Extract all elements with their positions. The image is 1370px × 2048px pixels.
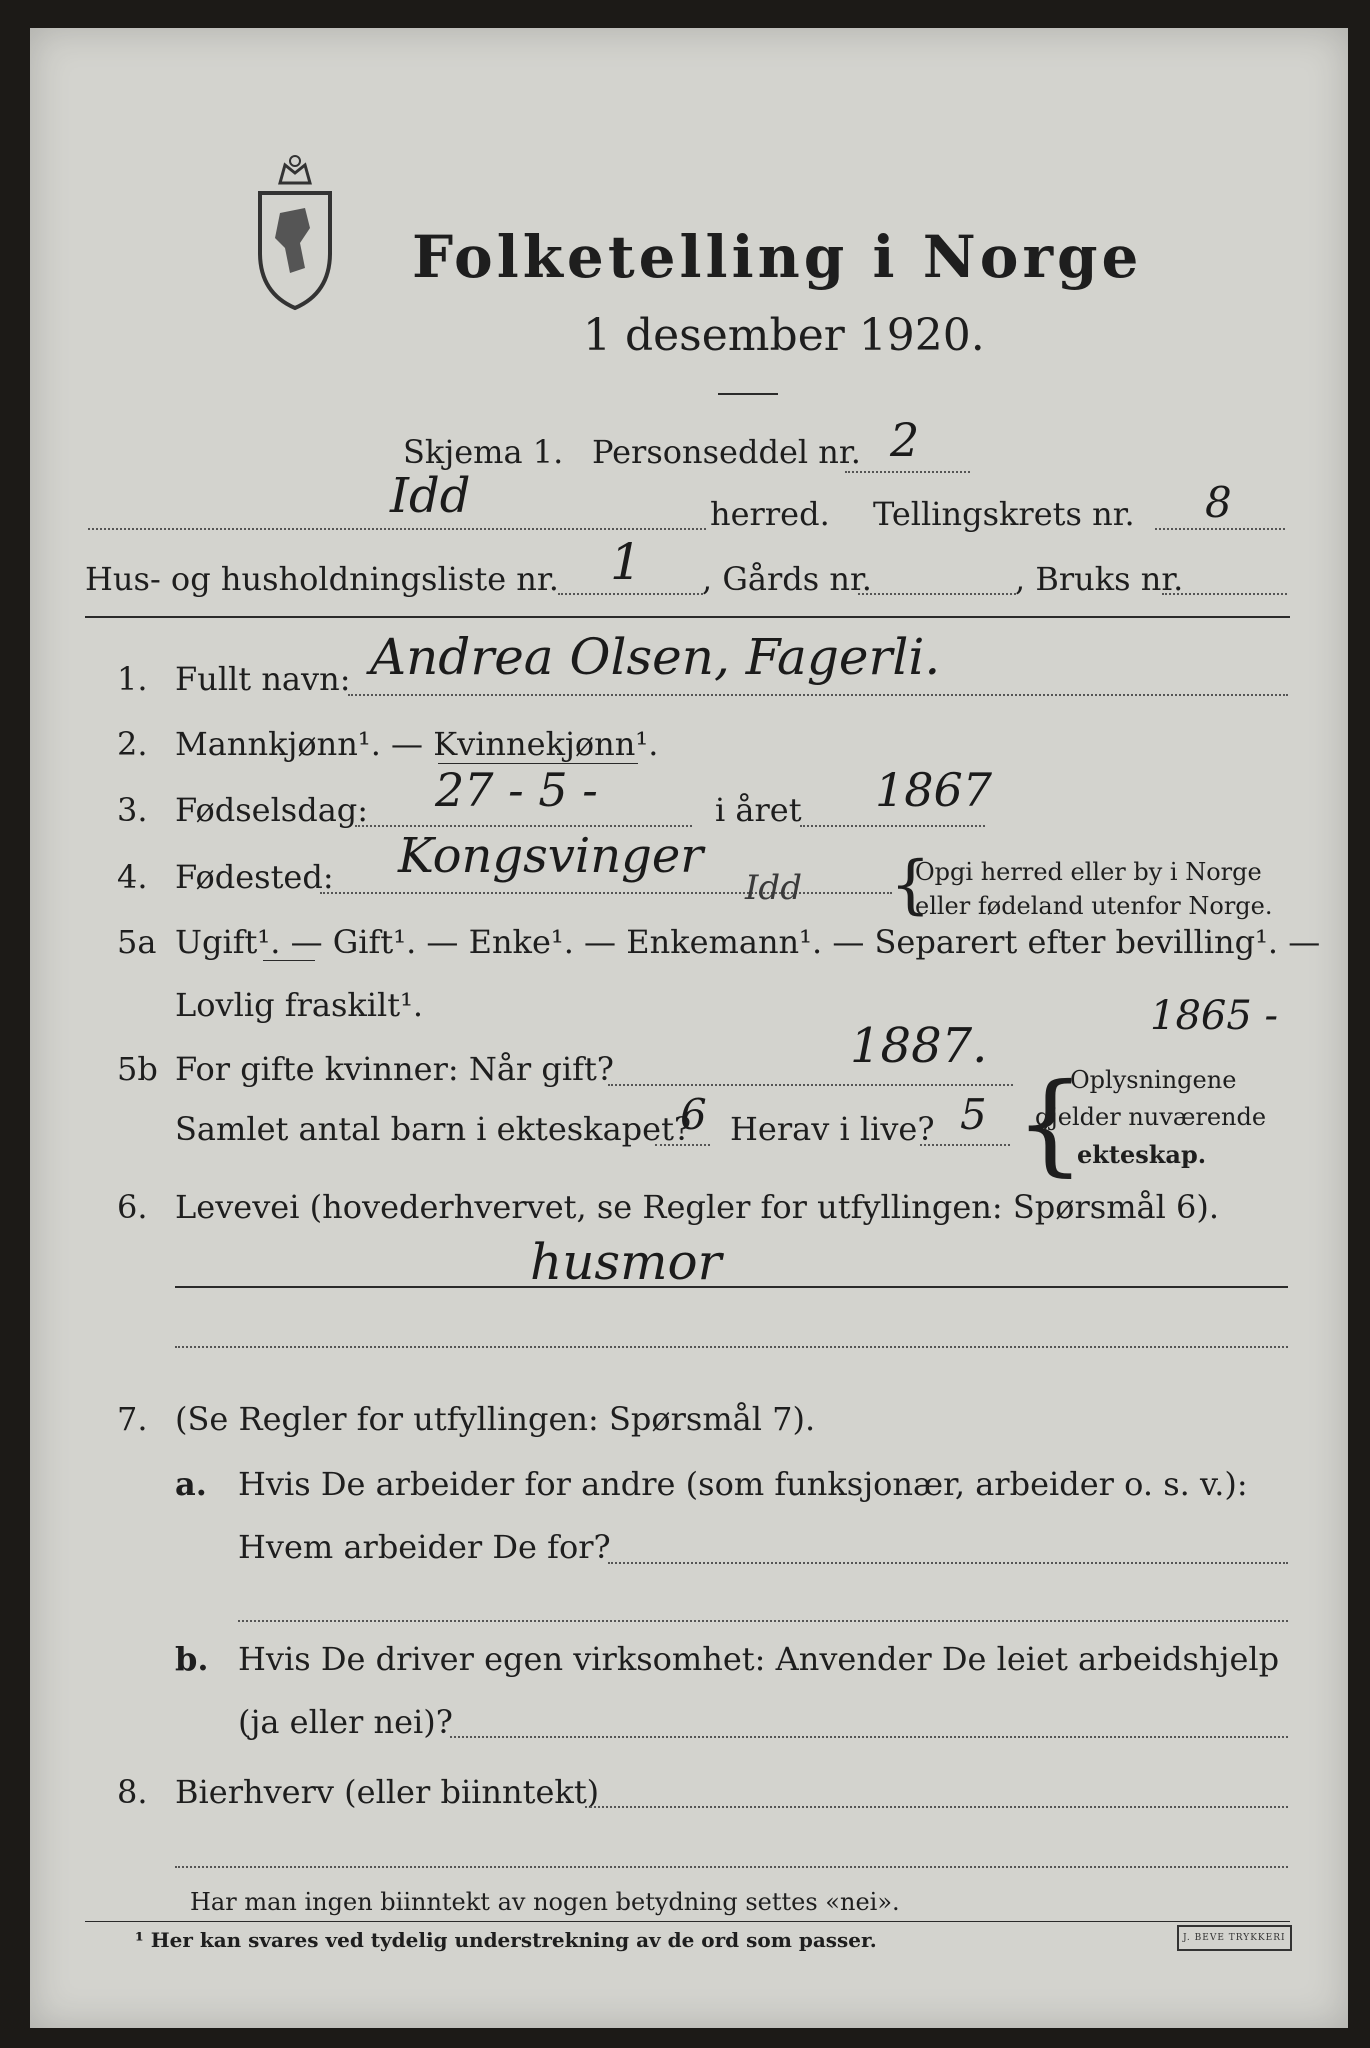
gender-options[interactable]: Mannkjønn¹. — Kvinnekjønn¹.: [175, 725, 659, 763]
personseddel-label: Personseddel nr.: [592, 433, 861, 471]
q3-number: 3.: [117, 791, 148, 829]
birthplace-field[interactable]: [320, 892, 892, 894]
title-divider: [718, 393, 778, 395]
civil-status-options-2[interactable]: Lovlig fraskilt¹.: [175, 986, 424, 1024]
q6-label: Levevei (hovederhvervet, se Regler for utfyllingen: Spørsmål 6).: [175, 1188, 1220, 1226]
printer-stamp: J. BEVE TRYKKERI: [1177, 1925, 1292, 1951]
q8-number: 8.: [117, 1773, 148, 1811]
side-income-field-2[interactable]: [175, 1866, 1288, 1868]
form-title: Folketelling i Norge: [412, 223, 1143, 291]
employer-field[interactable]: [608, 1562, 1288, 1564]
marriage-note-3: ekteskap.: [1077, 1140, 1207, 1169]
q7a-label: Hvis De arbeider for andre (som funksjonær, arbeider o. s. v.):: [238, 1465, 1248, 1503]
section-divider: [85, 616, 1290, 618]
q7-number: 7.: [117, 1400, 148, 1438]
tellingskrets-value: 8: [1205, 478, 1232, 527]
herred-field[interactable]: [88, 528, 706, 530]
personseddel-value: 2: [890, 413, 920, 467]
tellingskrets-label: Tellingskrets nr.: [873, 495, 1135, 533]
hus-value: 1: [610, 533, 642, 591]
census-date: 1 desember 1920.: [583, 310, 985, 361]
full-name-field[interactable]: [348, 694, 1288, 696]
q4-number: 4.: [117, 858, 148, 896]
alive-label: Herav i live?: [730, 1110, 935, 1148]
occupation-field[interactable]: [175, 1286, 1288, 1288]
q2-number: 2.: [117, 725, 148, 763]
hus-field[interactable]: [558, 593, 703, 595]
q4-label: Fødested:: [175, 858, 334, 896]
birthplace-value: Kongsvinger: [398, 828, 704, 884]
employer-field-2[interactable]: [238, 1620, 1288, 1622]
marriage-note-2: gjelder nuværende: [1035, 1103, 1267, 1131]
birth-year-field[interactable]: [800, 825, 985, 827]
q7-label: (Se Regler for utfyllingen: Spørsmål 7).: [175, 1400, 816, 1438]
tellingskrets-field[interactable]: [1155, 528, 1285, 530]
occupation-field-2[interactable]: [175, 1346, 1288, 1348]
personseddel-field[interactable]: [845, 471, 970, 473]
q7a-label-2: Hvem arbeider De for?: [238, 1528, 611, 1566]
children-label: Samlet antal barn i ekteskapet?: [175, 1110, 692, 1148]
marriage-year-value: 1887.: [850, 1018, 988, 1074]
q5b-number: 5b: [117, 1050, 158, 1088]
note-brace: {: [890, 848, 931, 922]
footnote: ¹ Her kan svares ved tydelig understrekning av de ord som passer.: [135, 1928, 877, 1952]
gards-label: , Gårds nr.: [702, 560, 872, 598]
alive-value: 5: [960, 1090, 987, 1139]
q7b-label-2: (ja eller nei)?: [238, 1703, 453, 1741]
full-name-value: Andrea Olsen, Fagerli.: [370, 628, 941, 686]
alive-field[interactable]: [920, 1144, 1010, 1146]
marriage-note-1: Oplysningene: [1070, 1066, 1237, 1094]
birth-year-value: 1867: [875, 763, 993, 817]
civil-status-options[interactable]: Ugift¹. — Gift¹. — Enke¹. — Enkemann¹. — Separert efter bevilling¹. —: [175, 923, 1321, 961]
q5b-label: For gifte kvinner: Når gift?: [175, 1050, 614, 1088]
skjema-label: Skjema 1.: [403, 433, 564, 471]
q7a-number: a.: [175, 1465, 207, 1503]
side-income-note: Har man ingen biinntekt av nogen betydning settes «nei».: [190, 1888, 900, 1916]
norway-coat-of-arms-icon: [245, 153, 345, 317]
footer-divider: [85, 1921, 1290, 1922]
q8-label: Bierhverv (eller biinntekt): [175, 1773, 600, 1811]
birthday-value: 27 - 5 -: [435, 763, 598, 817]
herred-label: herred.: [710, 495, 830, 533]
children-value: 6: [680, 1090, 707, 1139]
hus-label: Hus- og husholdningsliste nr.: [85, 560, 559, 598]
year-label: i året: [715, 791, 802, 829]
q3-label: Fødselsdag:: [175, 791, 369, 829]
q1-label: Fullt navn:: [175, 660, 351, 698]
birthplace-value-2: Idd: [745, 868, 802, 908]
marriage-note-brace: {: [1015, 1059, 1085, 1187]
bruks-field[interactable]: [1162, 593, 1287, 595]
q1-number: 1.: [117, 660, 148, 698]
margin-note-year: 1865 -: [1150, 993, 1279, 1039]
bruks-label: , Bruks nr.: [1015, 560, 1184, 598]
q5a-number: 5a: [117, 923, 157, 961]
q7b-label: Hvis De driver egen virksomhet: Anvender De leiet arbeidshjelp: [238, 1640, 1280, 1678]
birthday-field[interactable]: [355, 825, 692, 827]
q6-number: 6.: [117, 1188, 148, 1226]
gift-underline: [263, 960, 315, 961]
children-field[interactable]: [655, 1144, 710, 1146]
birthplace-note-1: Opgi herred eller by i Norge: [915, 858, 1262, 886]
marriage-year-field[interactable]: [608, 1084, 1013, 1086]
hired-help-field[interactable]: [450, 1736, 1288, 1738]
side-income-field[interactable]: [585, 1806, 1288, 1808]
q7b-number: b.: [175, 1640, 209, 1678]
gards-field[interactable]: [858, 593, 1016, 595]
census-form: [30, 28, 1348, 2028]
birthplace-note-2: eller fødeland utenfor Norge.: [915, 892, 1273, 920]
occupation-value: husmor: [530, 1233, 722, 1291]
herred-value: Idd: [390, 468, 471, 524]
